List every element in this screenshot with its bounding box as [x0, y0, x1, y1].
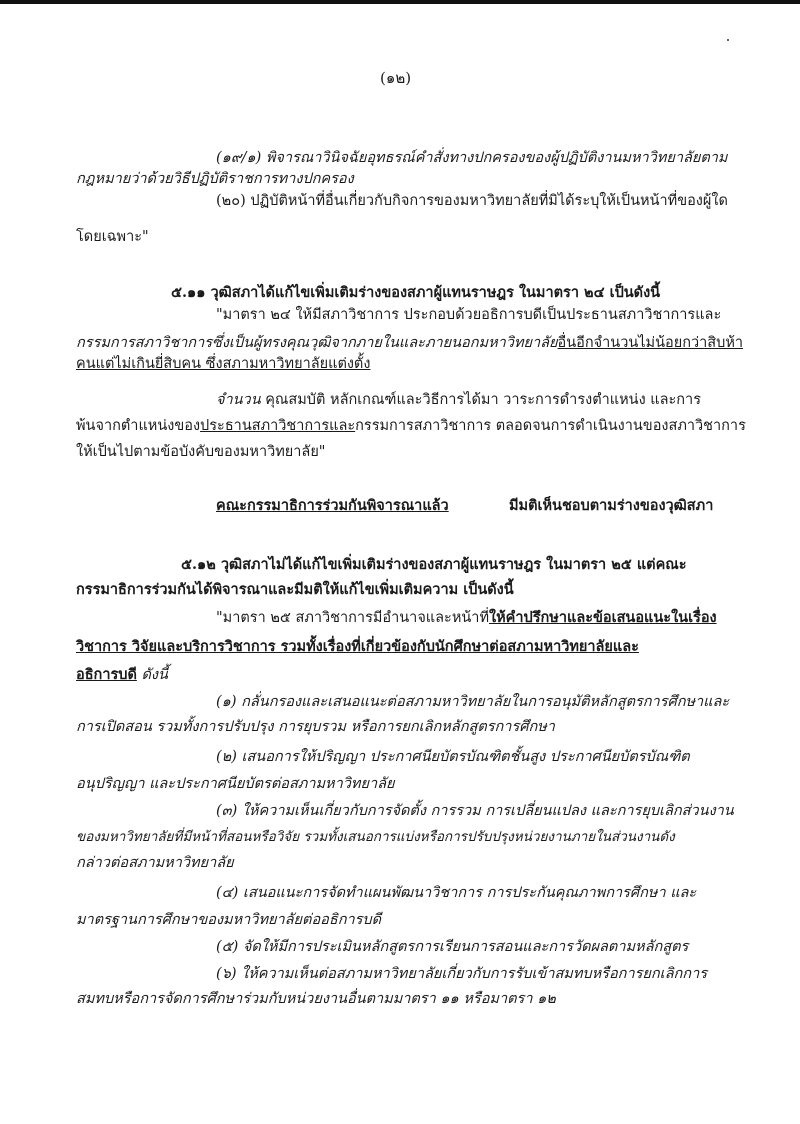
amended-text: จำนวน — [216, 392, 261, 408]
section-5-12-line-3 — [76, 665, 168, 685]
item-3-line-1: (๓) ให้ความเห็นเกี่ยวกับการจัดตั้ง การรวม การเปลี่ยนแปลง และการยุบเลิกส่วนงาน — [216, 803, 734, 819]
item-4-line-2: มาตรฐานการศึกษาของมหาวิทยาลัยต่ออธิการบดี — [76, 912, 382, 928]
clause-20-line-1: (๒๐) ปฏิบัติหน้าที่อื่นเกี่ยวกับกิจการของมหาวิทยาลัยที่มิได้ระบุให้เป็นหน้าที่ของผู้ใด — [216, 193, 728, 209]
item-2-line-2: อนุปริญญา และประกาศนียบัตรต่อสภามหาวิทยาลัย — [76, 776, 395, 792]
inserted-text: อธิการบดี — [76, 666, 137, 683]
item-1-line-2: การเปิดสอน รวมทั้งการปรับปรุง การยุบรวม หรือการยกเลิกหลักสูตรการศึกษา — [76, 719, 555, 735]
section-5-11-line-4 — [216, 390, 701, 410]
page-number: (๑๒) — [380, 69, 412, 87]
section-5-12-line-2: วิชาการ วิจัยและบริการวิชาการ รวมทั้งเรื่องที่เกี่ยวข้องกับนักศึกษาต่อสภามหาวิทยาลัยและ — [76, 638, 639, 655]
clause-19-1-line-2: กฎหมายว่าด้วยวิธีปฏิบัติราชการทางปกครอง — [76, 171, 354, 187]
inserted-text: อื่นอีกจำนวนไม่น้อยกว่าสิบห้า — [557, 335, 744, 351]
section-5-11-line-6: ให้เป็นไปตามข้อบังคับของมหาวิทยาลัย" — [76, 444, 326, 460]
plain-text: พ้นจากตำแหน่งของ — [76, 418, 201, 434]
clause-20-line-2: โดยเฉพาะ" — [76, 229, 149, 245]
item-6-line-1: (๖) ให้ความเห็นต่อสภามหาวิทยาลัยเกี่ยวกับการรับเข้าสมทบหรือการยกเลิกการ — [216, 966, 707, 982]
plain-text: คุณสมบัติ หลักเกณฑ์และวิธีการได้มา วาระการดำรงตำแหน่ง และการ — [260, 392, 701, 408]
section-5-12-heading-line-1: ๕.๑๒ วุฒิสภาไม่ได้แก้ไขเพิ่มเติมร่างของสภาผู้แทนราษฎร ในมาตรา ๒๕ แต่คณะ — [181, 556, 687, 573]
item-2-line-1: (๒) เสนอการให้ปริญญา ประกาศนียบัตรบัณฑิตชั้นสูง ประกาศนียบัตรบัณฑิต — [216, 749, 690, 765]
item-4-line-1: (๔) เสนอแนะการจัดทำแผนพัฒนาวิชาการ การประกันคุณภาพการศึกษา และ — [216, 885, 697, 901]
section-5-12-heading-line-2: กรรมาธิการร่วมกันได้พิจารณาและมีมติให้แก้ไขเพิ่มเติมความ เป็นดังนี้ — [76, 581, 514, 598]
item-5-line-1: (๕) จัดให้มีการประเมินหลักสูตรการเรียนการสอนและการวัดผลตามหลักสูตร — [216, 939, 689, 955]
section-5-11-line-2 — [76, 333, 743, 353]
plain-text: "มาตรา ๒๕ สภาวิชาการมีอำนาจและหน้าที่ — [216, 610, 490, 626]
committee-resolution-label: คณะกรรมาธิการร่วมกันพิจารณาแล้ว — [216, 497, 449, 514]
amended-text: ดังนี้ — [136, 667, 168, 683]
section-5-12-line-1 — [216, 608, 717, 628]
committee-resolution-result: มีมติเห็นชอบตามร่างของวุฒิสภา — [509, 497, 714, 514]
section-5-11-heading: ๕.๑๑ วุฒิสภาได้แก้ไขเพิ่มเติมร่างของสภาผู้แทนราษฎร ในมาตรา ๒๔ เป็นดังนี้ — [171, 284, 661, 301]
section-5-11-line-5 — [76, 416, 746, 436]
item-1-line-1: (๑) กลั่นกรองและเสนอแนะต่อสภามหาวิทยาลัยในการอนุมัติหลักสูตรการศึกษาและ — [216, 694, 730, 710]
item-3-line-3: กล่าวต่อสภามหาวิทยาลัย — [76, 855, 234, 871]
section-5-11-line-1: "มาตรา ๒๔ ให้มีสภาวิชาการ ประกอบด้วยอธิการบดีเป็นประธานสภาวิชาการและ — [216, 307, 722, 323]
clause-19-1-line-1: (๑๙/๑) พิจารณาวินิจฉัยอุทธรณ์คำสั่งทางปกครองของผู้ปฏิบัติงานมหาวิทยาลัยตาม — [216, 150, 728, 166]
inserted-text: ให้คำปรึกษาและข้อเสนอแนะในเรื่อง — [489, 609, 717, 626]
item-6-line-2: สมทบหรือการจัดการศึกษาร่วมกับหน่วยงานอื่นตามมาตรา ๑๑ หรือมาตรา ๑๒ — [76, 991, 556, 1007]
amended-text: กรรมการสภาวิชาการซึ่งเป็นผู้ทรงคุณวุฒิจากภายในและภายนอกมหาวิทยาลัย — [76, 335, 558, 351]
section-5-11-line-3: คนแต่ไม่เกินยี่สิบคน ซึ่งสภามหาวิทยาลัยแต่งตั้ง — [76, 356, 371, 372]
plain-text: กรรมการสภาวิชาการ ตลอดจนการดำเนินงานของสภาวิชาการ — [355, 418, 746, 434]
inserted-text: ประธานสภาวิชาการและ — [200, 418, 356, 434]
item-3-line-2: ของมหาวิทยาลัยที่มีหน้าที่สอนหรือวิจัย รวมทั้งเสนอการแบ่งหรือการปรับปรุงหน่วยงานภายในส่วนงานดัง — [76, 829, 675, 845]
